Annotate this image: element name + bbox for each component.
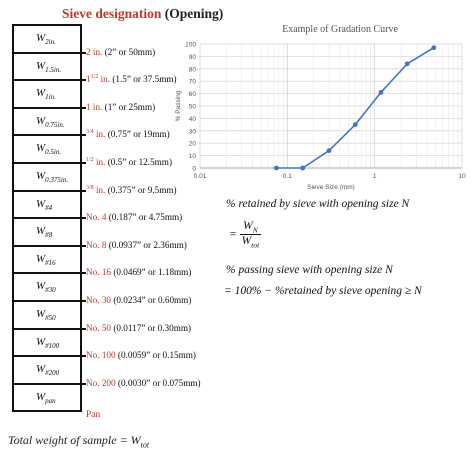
y-tick-label: 40 — [188, 115, 196, 123]
y-tick-label: 0 — [192, 165, 196, 173]
sieve-label: No. 4 (0.187” or 4.75mm) — [86, 212, 183, 223]
sieve-mesh-line — [12, 52, 86, 54]
sieve-mesh-line — [12, 217, 86, 219]
total-weight-label: Total weight of sample = $W_{tot}$ — [8, 433, 150, 450]
y-tick-label: 80 — [188, 66, 196, 74]
sieve-label: $^{3/4}$ in. (0.75” or 19mm) — [86, 129, 170, 140]
data-point — [379, 90, 384, 95]
chart-title: Example of Gradation Curve — [282, 24, 398, 35]
y-tick-label: 70 — [188, 78, 196, 86]
passing-equation: = 100% − %retained by sieve opening ≥ N — [224, 285, 422, 297]
retained-weight-2in: $W_{2in.}$ — [36, 32, 56, 47]
retained-weight-4: $W_{\#4}$ — [36, 197, 53, 212]
retained-weight-16: $W_{\#16}$ — [36, 252, 56, 267]
y-tick-label: 60 — [188, 91, 196, 99]
sieve-mesh-line — [12, 190, 86, 192]
retained-text: % retained by sieve with opening size N — [226, 198, 410, 210]
retained-weight-15in: $W_{1.5in.}$ — [36, 59, 62, 74]
sieve-mesh-line — [12, 328, 86, 330]
x-axis-label: Sieve Size (mm) — [307, 184, 355, 191]
sieve-mesh-line — [12, 162, 86, 164]
retained-weight-075in: $W_{0.75in.}$ — [36, 114, 65, 129]
stack-top-line — [12, 24, 82, 26]
retained-weight-30: $W_{\#30}$ — [36, 280, 56, 295]
retained-weight-1in: $W_{1in.}$ — [36, 87, 56, 102]
pan-bottom — [12, 410, 82, 412]
y-axis-label: % Passing — [175, 90, 182, 122]
sieve-mesh-line — [12, 383, 86, 385]
sieve-label: No. 30 (0.0234” or 0.60mm) — [86, 295, 192, 305]
retained-fraction: $\frac{W_N}{W_{tot}}$ — [241, 220, 260, 250]
retained-weight-8: $W_{\#8}$ — [36, 225, 53, 240]
sieve-label: No. 50 (0.0117” or 0.30mm) — [86, 322, 192, 333]
data-point — [431, 45, 436, 50]
sieve-mesh-line — [12, 245, 86, 247]
data-point — [353, 122, 358, 127]
sieve-label: No. 16 (0.0469” or 1.18mm) — [86, 267, 192, 278]
y-tick-label: 100 — [185, 41, 196, 49]
title-black: (Opening) — [164, 6, 224, 21]
gradation-chart — [170, 36, 470, 196]
x-tick-label: 0.01 — [193, 173, 207, 180]
x-tick-label: 10 — [458, 173, 466, 180]
retained-weight-200: $W_{\#200}$ — [36, 363, 60, 378]
sieve-label: No. 200 (0.0030” or 0.075mm) — [86, 377, 201, 388]
data-point — [405, 61, 410, 66]
data-point — [327, 148, 332, 153]
sieve-label: $^{1/2}$ in. (0.5” or 12.5mm) — [86, 157, 173, 168]
y-tick-label: 20 — [188, 140, 196, 148]
retained-weight-05in: $W_{0.5in.}$ — [36, 142, 62, 157]
sieve-designation-title — [62, 6, 223, 22]
x-tick-label: 1 — [372, 173, 377, 180]
sieve-mesh-line — [12, 79, 86, 81]
passing-text: % passing sieve with opening size N — [226, 264, 393, 276]
sieve-label: No. 8 (0.0937” or 2.36mm) — [86, 239, 187, 250]
x-tick-label: 0.1 — [282, 173, 292, 180]
y-tick-label: 90 — [188, 53, 196, 61]
retained-weight-50: $W_{\#50}$ — [36, 308, 56, 323]
retained-weight-100: $W_{\#100}$ — [36, 335, 60, 350]
retained-weight-pan: $W_{pan}$ — [36, 390, 56, 405]
pan-label: Pan — [86, 410, 101, 420]
sieve-mesh-line — [12, 272, 86, 274]
sieve-label: No. 100 (0.0059” or 0.15mm) — [86, 350, 196, 361]
y-tick-label: 30 — [188, 128, 196, 136]
y-tick-label: 10 — [188, 153, 196, 161]
sieve-mesh-line — [12, 107, 86, 109]
sieve-mesh-line — [12, 134, 86, 136]
sieve-mesh-line — [12, 355, 86, 357]
retained-weight-0375in: $W_{0.375in.}$ — [36, 170, 69, 185]
sieve-label: $^{3/8}$ in. (0.375” or 9.5mm) — [86, 184, 177, 195]
data-point — [300, 166, 305, 171]
sieve-mesh-line — [12, 300, 86, 302]
data-point — [274, 166, 279, 171]
y-tick-label: 50 — [188, 103, 196, 111]
sieve-label: $1^{1/2}$ in. (1.5” or 37.5mm) — [86, 74, 177, 85]
title-red: Sieve designation — [62, 6, 162, 21]
sieve-label: 2 in. (2” or 50mm) — [86, 46, 156, 57]
retained-equation: = $\frac{W_N}{W_{tot}}$ — [229, 220, 260, 250]
sieve-label: 1 in. (1” or 25mm) — [86, 101, 156, 112]
